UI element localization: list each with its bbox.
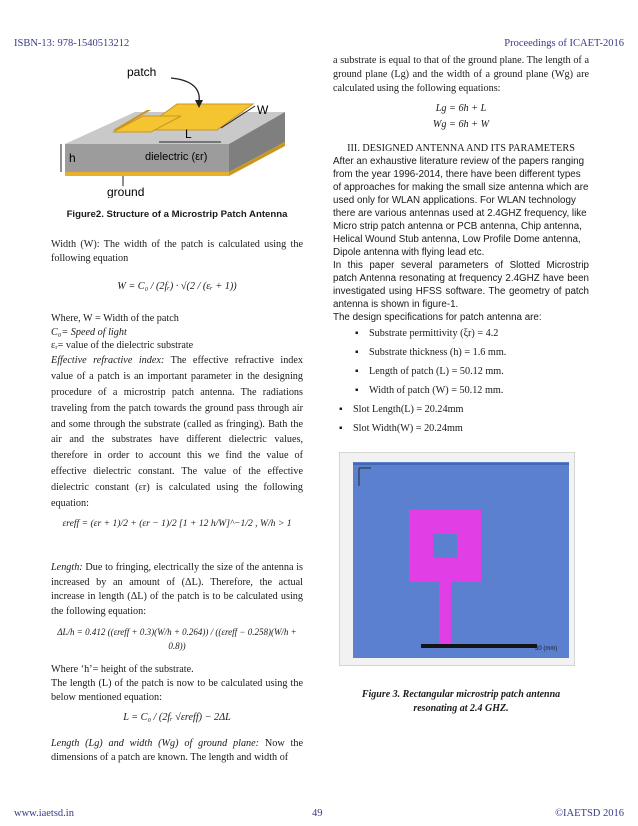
ground-title: Length (Lg) and width (Wg) of ground plane: (51, 738, 260, 750)
header-proceedings: Proceedings of ICAET-2016 (504, 38, 624, 49)
figure-2-caption: Figure2. Structure of a Microstrip Patch Antenna (66, 209, 288, 220)
length-paragraph (51, 561, 303, 619)
right-column (333, 54, 589, 716)
ground-paragraph (51, 737, 303, 765)
microstrip-structure-svg (51, 58, 303, 198)
width-intro: Width (W): The width of the patch is calculated using the following equation (51, 238, 303, 264)
figure-3-caption: Figure 3. Rectangular microstrip patch antenna resonating at 2.4 GHZ. (361, 689, 561, 715)
where-dielectric: εᵣ= value of the dielectric substrate (51, 340, 194, 352)
parameters-paragraph: In this paper several parameters of Slotted Microstrip patch Antenna resonating at frequency 2.4GHZ have been investigated using HFSS software. The geometry of patch antenna is shown in figure-1. (333, 260, 589, 311)
left-column (51, 58, 303, 765)
equation-wg: Wg = 6h + W (432, 118, 490, 130)
spec-item: ▪ Length of patch (L) = 50.12 mm. (333, 362, 589, 381)
spec-item: ▪ Substrate thickness (h) = 1.6 mm. (333, 343, 589, 362)
equation-width: W = C₀ / (2fᵣ) · √(2 / (εᵣ + 1)) (117, 280, 237, 292)
length-body: Due to fringing, electrically the size of the antenna is increased by an amount of (ΔL). Therefore, the actual increase in length (ΔL) of the patch is to be calculated using the following equation: (51, 562, 303, 617)
figure-3-scale-label: 30 (mm) (535, 646, 558, 653)
where-height: Where ‘h’= height of the substrate. (51, 664, 194, 676)
label-patch: patch (127, 65, 157, 79)
label-dielectric: dielectric (εr) (145, 151, 208, 163)
footer-page-number: 49 (312, 808, 323, 819)
effective-index-title: Effective refractive index: (51, 355, 165, 367)
ground-body: Now the dimensions of a patch are known. The length and width of (51, 738, 303, 763)
slot-item: ▪ Slot Width(W) = 20.24mm (333, 419, 589, 438)
label-h: h (69, 151, 76, 165)
equation-lg: Lg = 6h + L (435, 102, 487, 114)
equation-delta-l: ΔL/h = 0.412 ((εreff + 0.3)(W/h + 0.264)) / ((εreff − 0.258)(W/h + 0.8)) (57, 626, 297, 651)
label-L: L (185, 127, 192, 141)
footer-copyright: ©IAETSD 2016 (555, 808, 624, 819)
equation-length: L = C₀ / (2fᵣ √εreff) − 2ΔL (123, 712, 231, 724)
header-isbn: ISBN-13: 978-1540513212 (14, 38, 130, 49)
length-title: Length: (51, 562, 83, 574)
spec-list (333, 324, 589, 400)
literature-paragraph: After an exhaustive literature review of the papers ranging from the year 1996-2014, there have been different types of approaches for making the small size antenna which are used only for WLAN applications. For WLAN technology there are various antennas used at 2.4GHZ frequency, like Micro strip patch antenna or PCB antenna, Chip antenna, Helical Wound Stub antenna, Low Profile Dome antenna, Dipole antenna with flying lead etc. (333, 156, 589, 259)
section-heading: III. DESIGNED ANTENNA AND ITS PARAMETERS (347, 142, 575, 154)
where-speed: C₀= Speed of light (51, 326, 127, 338)
label-W: W (257, 103, 269, 117)
label-ground: ground (107, 185, 145, 198)
length-calc: The length (L) of the patch is now to be calculated using the below mentioned equation: (51, 678, 303, 704)
spec-item: ▪ Width of patch (W) = 50.12 mm. (333, 381, 589, 400)
spec-item: ▪ Substrate permittivity (ξr) = 4.2 (333, 324, 589, 343)
figure-3-antenna (339, 452, 575, 666)
effective-index-body: The effective refractive index value of a patch is an important parameter in the designing procedure of a microstrip patch antenna. The radiations traveling from the patch towards the ground pass through air and some through the substrate (called as fringing). Bath the air and the substrates have different dielectric values, therefore in order to account this we find the value of effective dielectric constant. The value of the effective dielectric constant (εr) is calculated using the following equation: (51, 355, 304, 509)
slot-item: ▪ Slot Length(L) = 20.24mm (333, 400, 589, 419)
footer-website[interactable]: www.iaetsd.in (14, 808, 74, 819)
ground-plane-continued: a substrate is equal to that of the ground plane. The length of a ground plane (Lg) and the width of a ground plane (Wg) are calculated using the following equations: (333, 55, 589, 94)
antenna-geometry-svg (339, 452, 575, 666)
equation-effective: εreff = (εr + 1)/2 + (εr − 1)/2 [1 + 12 h/W]^−1/2 , W/h > 1 (62, 518, 292, 530)
where-width: Where, W = Width of the patch (51, 312, 179, 324)
effective-index-paragraph (51, 353, 303, 511)
slot-list (333, 400, 589, 438)
figure-2-microstrip-structure (51, 58, 303, 198)
design-spec-intro: The design specifications for patch antenna are: (333, 312, 542, 324)
